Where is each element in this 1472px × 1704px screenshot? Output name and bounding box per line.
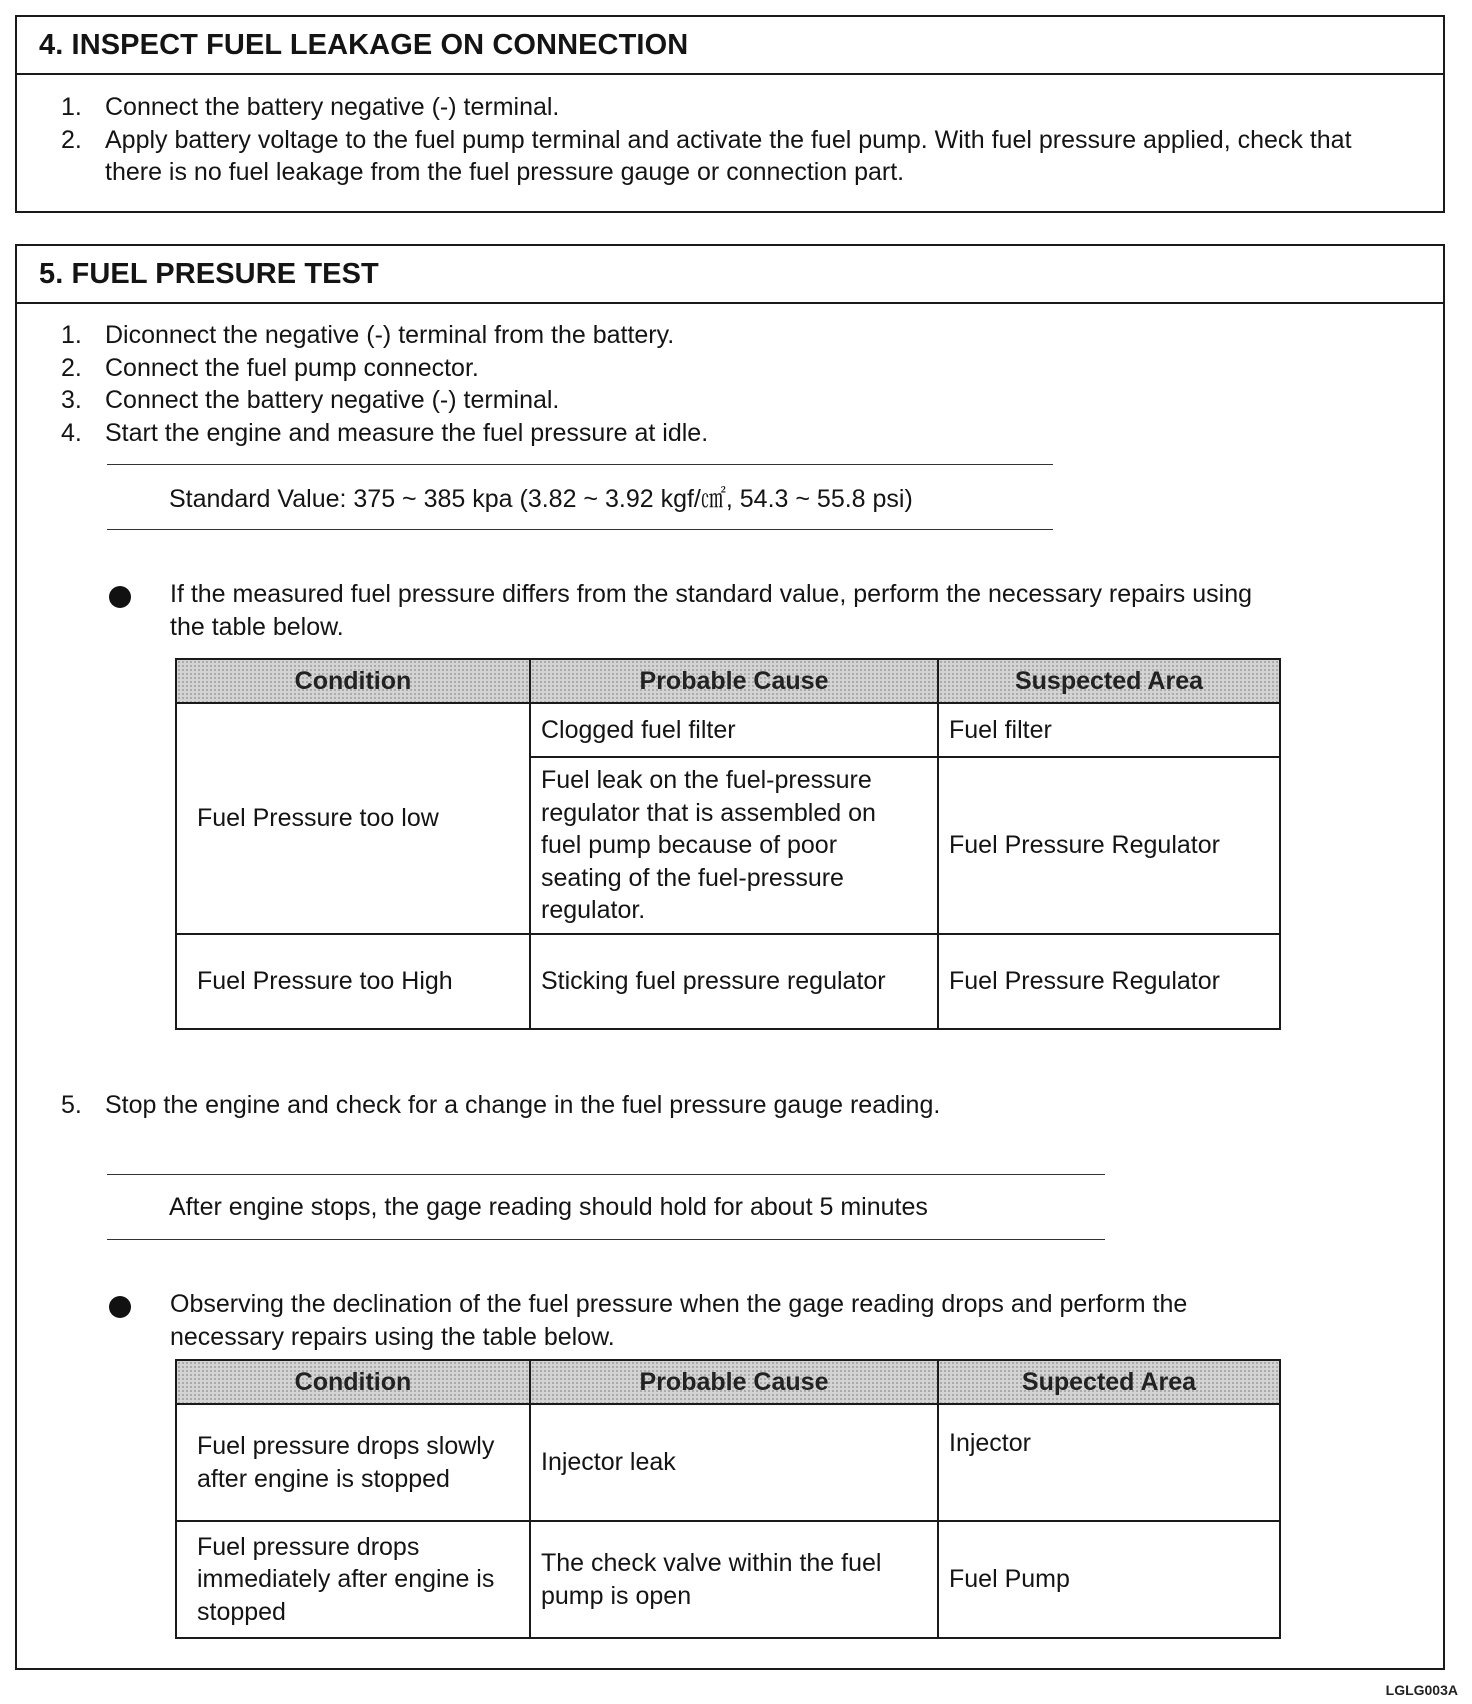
table-row [176, 703, 1280, 757]
section-4-steps [17, 91, 1443, 189]
step-number: 2. [61, 125, 82, 154]
section-5-step-4 [17, 417, 1443, 450]
diagnosis-table-pressure [175, 658, 1281, 1030]
condition-cell: Fuel Pressure too High [176, 934, 530, 1029]
area-cell: Injector [938, 1404, 1280, 1521]
section-4-step-1 [17, 91, 1443, 124]
condition-cell: Fuel pressure drops slowly after engine is stopped [176, 1404, 530, 1521]
section-5-step-2 [17, 352, 1443, 385]
bullet-text: If the measured fuel pressure differs from the standard value, perform the necessary repairs using the table below. [170, 580, 1253, 641]
area-cell: Fuel filter [938, 703, 1280, 757]
column-header-condition: Condition [176, 659, 530, 703]
step-number: 1. [61, 321, 82, 349]
step-number: 2. [61, 353, 82, 382]
column-header-area: Supected Area [938, 1360, 1280, 1404]
column-header-cause: Probable Cause [530, 1360, 938, 1404]
table-row [176, 934, 1280, 1029]
step-number: 4. [61, 418, 82, 447]
column-header-area: Suspected Area [938, 659, 1280, 703]
step-text: Connect the battery negative (-) terminal. [105, 386, 560, 414]
section-4-title: 4. INSPECT FUEL LEAKAGE ON CONNECTION [17, 17, 1443, 75]
step-text: Apply battery voltage to the fuel pump terminal and activate the fuel pump. With fuel pressure applied, check that there is no fuel leakage from the fuel pressure gauge or connection part. [105, 125, 1352, 186]
area-cell: Fuel Pressure Regulator [938, 934, 1280, 1029]
section-5-step-5 [17, 1089, 1443, 1122]
diagnosis-table-pressure-drop [175, 1359, 1281, 1639]
table-header-row [176, 1360, 1280, 1404]
column-header-cause: Probable Cause [530, 659, 938, 703]
area-cell: Fuel Pressure Regulator [938, 757, 1280, 934]
cause-cell: Sticking fuel pressure regulator [530, 934, 938, 1029]
bullet-icon [109, 1296, 131, 1318]
step-number: 3. [61, 386, 82, 414]
area-cell: Fuel Pump [938, 1521, 1280, 1638]
table-header-row [176, 659, 1280, 703]
bullet-icon [109, 586, 131, 608]
hold-note: After engine stops, the gage reading should hold for about 5 minutes [107, 1174, 1105, 1240]
cause-cell: Clogged fuel filter [530, 703, 938, 757]
standard-value: Standard Value: 375 ~ 385 kpa (3.82 ~ 3.92 kgf/㎠, 54.3 ~ 55.8 psi) [107, 464, 1053, 530]
step-number: 1. [61, 93, 82, 121]
step-text: Connect the fuel pump connector. [105, 353, 479, 382]
cause-cell: Injector leak [530, 1404, 938, 1521]
step-text: Connect the battery negative (-) terminal. [105, 93, 560, 121]
condition-cell: Fuel pressure drops immediately after engine is stopped [176, 1521, 530, 1638]
section-4-step-2 [17, 124, 1443, 189]
section-5-step-3 [17, 384, 1443, 417]
section-4-box [15, 15, 1445, 213]
step-text: Stop the engine and check for a change in the fuel pressure gauge reading. [105, 1091, 941, 1119]
bullet-text: Observing the declination of the fuel pressure when the gage reading drops and perform the necessary repairs using the table below. [170, 1290, 1188, 1351]
section-5-title: 5. FUEL PRESURE TEST [17, 246, 1443, 304]
cause-cell: The check valve within the fuel pump is open [530, 1521, 938, 1638]
section-5-step-1 [17, 319, 1443, 352]
table-row [176, 1521, 1280, 1638]
figure-code: LGLG003A [1385, 1682, 1458, 1698]
step-text: Start the engine and measure the fuel pressure at idle. [105, 418, 709, 447]
cause-cell: Fuel leak on the fuel-pressure regulator that is assembled on fuel pump because of poor seating of the fuel-pressure regulator. [530, 757, 938, 934]
column-header-condition: Condition [176, 1360, 530, 1404]
condition-cell: Fuel Pressure too low [176, 703, 530, 934]
table-row [176, 1404, 1280, 1521]
step-text: Diconnect the negative (-) terminal from the battery. [105, 321, 675, 349]
step-number: 5. [61, 1091, 82, 1119]
section-5-steps [17, 319, 1443, 449]
section-5-box [15, 244, 1445, 1670]
